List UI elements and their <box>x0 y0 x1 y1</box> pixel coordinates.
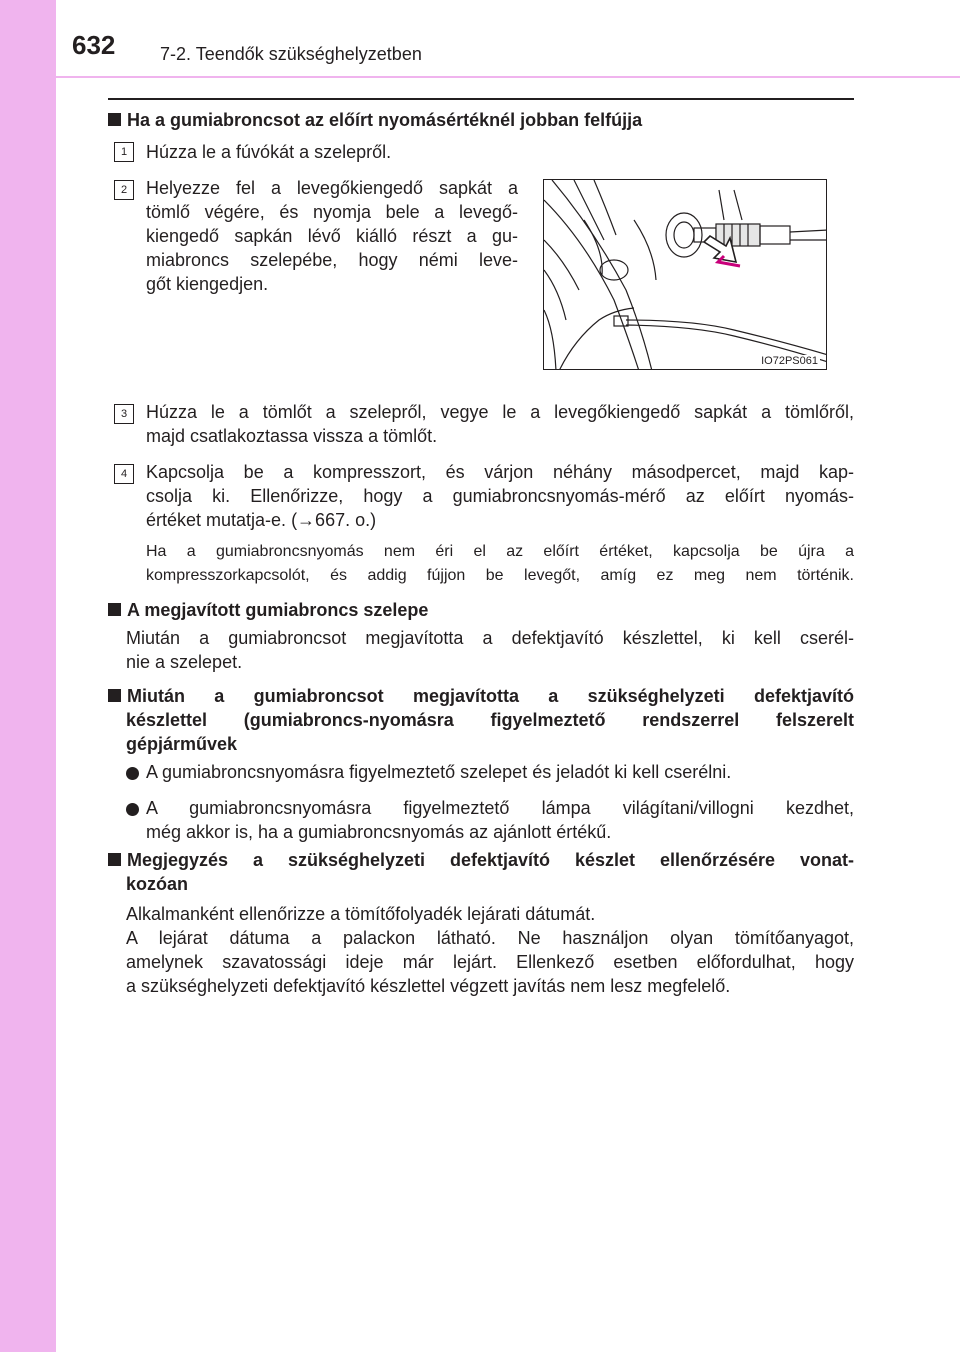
step-text-2: Helyezze fel a levegőkiengedő sapkát a tömlő végére, és nyomja bele a levegő- kiengedő sapkán lévő kiálló részt a gu- miabroncs szelepébe, hogy némi leve- gőt kiengedjen. <box>146 178 518 294</box>
section-heading-overinflated: Ha a gumiabroncsot az előírt nyomásértéknél jobban felfújja <box>108 108 642 132</box>
illustration-valve-deflate <box>543 179 827 370</box>
step-text-3: Húzza le a tömlőt a szelepről, vegye le a levegőkiengedő sapkát a tömlőről, majd csatlakoztassa vissza a tömlőt. <box>146 402 854 446</box>
tpms-bullet-2: A gumiabroncsnyomásra figyelmeztető lámpa világítani/villogni kezdhet, még akkor is, ha a gumiabroncsnyomás az ajánlott értékű. <box>146 798 854 842</box>
valve-text: Miután a gumiabroncsot megjavította a defektjavító készlettel, ki kell cserél- nie a szelepet. <box>126 628 854 672</box>
section-rule <box>108 98 854 100</box>
square-bullet-icon <box>108 603 121 616</box>
note-text: Ha a gumiabroncsnyomás nem éri el az előírt értéket, kapcsolja be újra a kompresszorkapcsolót, és addig fújjon be levegőt, amíg ez meg nem történik. <box>146 543 854 584</box>
circle-bullet-icon <box>126 767 139 780</box>
circle-bullet-icon <box>126 803 139 816</box>
tire-valve-illustration <box>544 180 827 370</box>
square-bullet-icon <box>108 113 121 126</box>
tpms-bullet-1: A gumiabroncsnyomásra figyelmeztető szelepet és jeladót ki kell cserélni. <box>146 762 732 782</box>
kit-check-text: Alkalmanként ellenőrizze a tömítőfolyadék lejárati dátumát. A lejárat dátuma a palackon látható. Ne használjon olyan tömítőanyagot, amelynek szavatossági ideje már lejárt. Ellenkező esetben előfordulhat, hogy a szükséghelyzeti defektjavító készlettel végzett javítás nem lesz megfelelő. <box>126 904 854 996</box>
section-heading-tpms: Miután a gumiabroncsot megjavította a szükséghelyzeti defektjavító készlettel (gumiabroncs-nyomásra figyelmeztető rendszerrel felszerelt gépjárművek <box>108 684 854 756</box>
step-text-1: Húzza le a fúvókát a szelepről. <box>146 142 392 162</box>
step-number-4: 4 <box>114 464 134 484</box>
section-heading-kit-check: Megjegyzés a szükséghelyzeti defektjavító készlet ellenőrzésére vonat- kozóan <box>108 848 854 896</box>
header-rule <box>56 76 960 78</box>
step-text-4: Kapcsolja be a kompresszort, és várjon néhány másodpercet, majd kap- csolja ki. Ellenőrizze, hogy a gumiabroncsnyomás-mérő az előírt nyomás- értéket mutatja-e. (→667. o.) <box>146 462 854 530</box>
page-number: 632 <box>72 30 116 60</box>
section-heading-valve: A megjavított gumiabroncs szelepe <box>108 598 428 622</box>
sidebar-strip <box>0 0 56 1352</box>
square-bullet-icon <box>108 689 121 702</box>
step-number-3: 3 <box>114 404 134 424</box>
chapter-title: 7-2. Teendők szükséghelyzetben <box>160 44 422 64</box>
step-number-1: 1 <box>114 142 134 162</box>
step-number-2: 2 <box>114 180 134 200</box>
square-bullet-icon <box>108 853 121 866</box>
illustration-code: IO72PS061 <box>761 355 818 367</box>
